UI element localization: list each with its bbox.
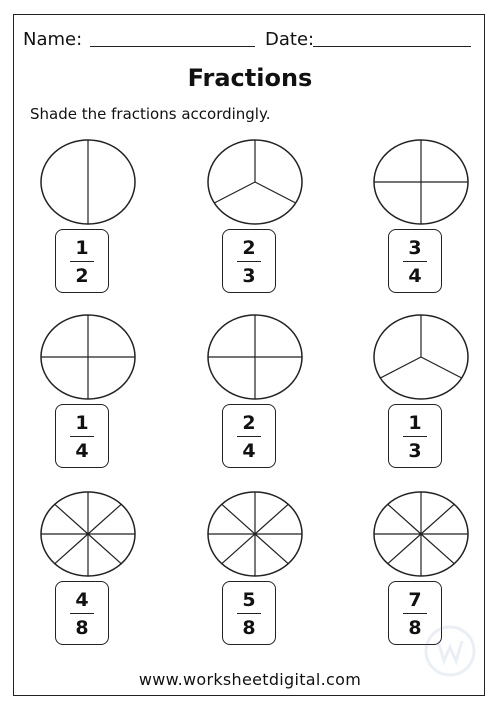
numerator: 1: [75, 237, 89, 259]
numerator: 7: [408, 589, 422, 611]
fraction-label-box: [222, 581, 276, 645]
page-title: Fractions: [187, 64, 313, 92]
date-label: Date:: [265, 29, 315, 50]
footer-url: www.worksheetdigital.com: [138, 670, 362, 689]
denominator: 4: [408, 265, 422, 287]
fraction-circle[interactable]: [33, 489, 143, 579]
denominator: 3: [242, 265, 256, 287]
denominator: 3: [408, 440, 422, 462]
fraction-circle[interactable]: [200, 137, 310, 227]
numerator: 5: [242, 589, 256, 611]
numerator: 3: [408, 237, 422, 259]
fraction-bar: [403, 261, 427, 262]
fraction-label-box: [388, 229, 442, 293]
fraction-label-box: [222, 404, 276, 468]
fraction-circle[interactable]: [33, 137, 143, 227]
fraction-label-box: [55, 229, 109, 293]
fraction-circle[interactable]: [366, 312, 476, 402]
numerator: 4: [75, 589, 89, 611]
fraction-bar: [70, 436, 94, 437]
denominator: 8: [408, 617, 422, 639]
fraction-circle[interactable]: [33, 312, 143, 402]
fraction-circle[interactable]: [366, 489, 476, 579]
fraction-circle[interactable]: [200, 312, 310, 402]
date-field[interactable]: [313, 46, 471, 47]
numerator: 1: [75, 412, 89, 434]
fraction-circle[interactable]: [200, 489, 310, 579]
fraction-bar: [70, 613, 94, 614]
watermark-logo-icon: [424, 625, 476, 677]
fraction-bar: [403, 613, 427, 614]
denominator: 4: [242, 440, 256, 462]
numerator: 1: [408, 412, 422, 434]
fraction-bar: [237, 436, 261, 437]
fraction-label-box: [388, 404, 442, 468]
numerator: 2: [242, 237, 256, 259]
numerator: 2: [242, 412, 256, 434]
name-field[interactable]: [90, 46, 255, 47]
denominator: 4: [75, 440, 89, 462]
denominator: 2: [75, 265, 89, 287]
fraction-bar: [237, 613, 261, 614]
fraction-label-box: [55, 581, 109, 645]
fraction-bar: [70, 261, 94, 262]
fraction-label-box: [55, 404, 109, 468]
fraction-label-box: [222, 229, 276, 293]
fraction-bar: [237, 261, 261, 262]
instruction-text: Shade the fractions accordingly.: [30, 105, 271, 123]
name-label: Name:: [23, 29, 83, 50]
fraction-circle[interactable]: [366, 137, 476, 227]
denominator: 8: [75, 617, 89, 639]
fraction-bar: [403, 436, 427, 437]
denominator: 8: [242, 617, 256, 639]
